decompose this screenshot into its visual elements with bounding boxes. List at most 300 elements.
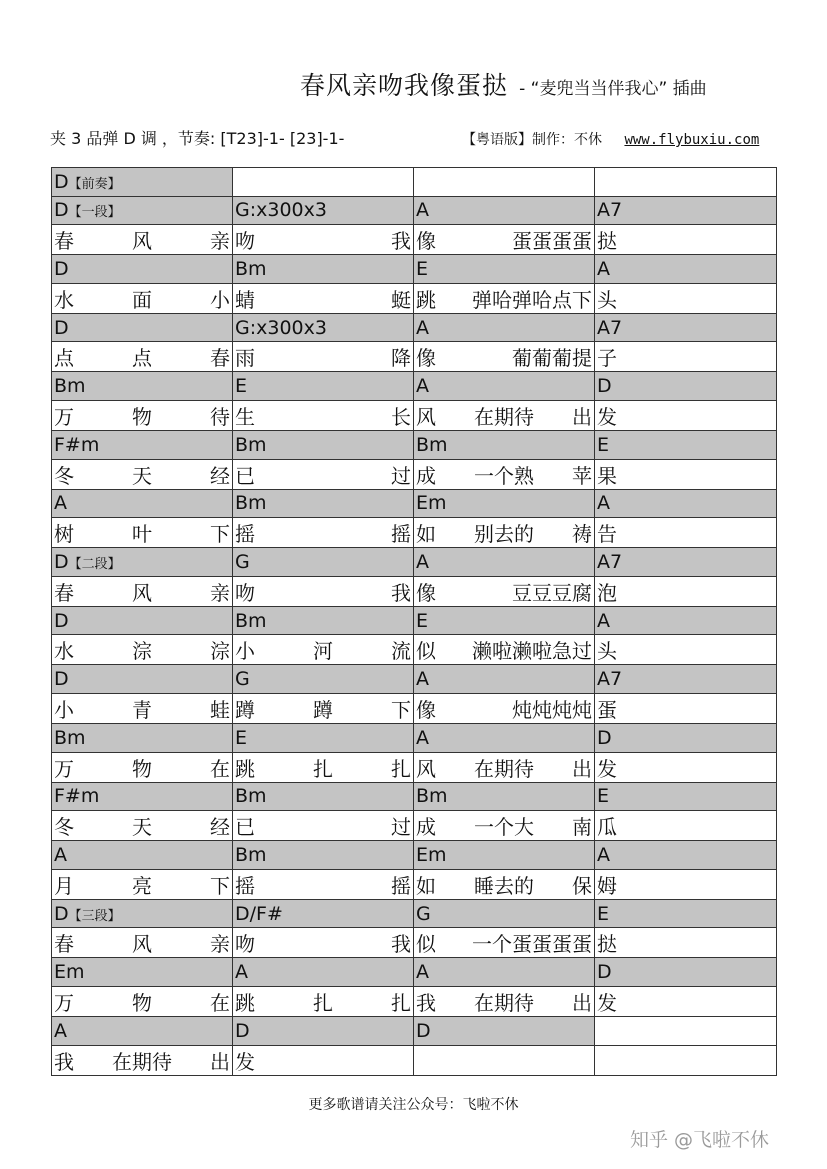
lyric-cell	[414, 518, 595, 548]
lyric-line	[235, 460, 413, 489]
chord-name: G:x300x3	[235, 199, 327, 222]
lyric-word: 春	[210, 346, 230, 371]
lyric-word: 姆	[597, 873, 617, 898]
lyric-word: 扎	[313, 756, 333, 781]
lyric-word: 我	[391, 229, 411, 254]
chord-name: E	[235, 726, 248, 749]
lyric-word: 炖炖炖炖	[512, 697, 592, 722]
lyric-word: 蹲	[313, 697, 333, 722]
lyric-line	[54, 342, 232, 371]
chord-cell	[595, 548, 777, 577]
lyric-word: 似	[416, 932, 436, 957]
lyric-word: 蹲	[235, 697, 255, 722]
lyric-word: 别去的	[474, 522, 534, 547]
chord-name: D	[597, 961, 612, 984]
chord-row	[52, 841, 777, 870]
chord-cell	[595, 430, 777, 459]
lyric-line	[597, 401, 776, 430]
lyric-cell	[233, 693, 414, 723]
chord-cell	[233, 1016, 414, 1045]
chord-cell	[595, 168, 777, 197]
lyric-line	[235, 987, 413, 1016]
chord-cell	[52, 196, 233, 225]
chord-name: A	[54, 843, 67, 866]
lyric-line	[235, 401, 413, 430]
chord-cell	[595, 372, 777, 401]
lyric-cell	[414, 811, 595, 841]
lyric-row	[52, 459, 777, 489]
credits	[462, 129, 759, 149]
chord-name: E	[416, 609, 429, 632]
lyric-cell	[595, 576, 777, 606]
lyric-line	[235, 518, 413, 547]
section-tag: 【三段】	[68, 908, 121, 924]
lyric-cell	[595, 986, 777, 1016]
lyric-word: 风	[416, 756, 436, 781]
chord-name: D	[54, 550, 69, 573]
lyric-cell	[414, 693, 595, 723]
chord-name: A	[597, 492, 610, 515]
lyric-word: 睡去的	[474, 873, 534, 898]
chord-name: E	[597, 902, 610, 925]
chord-name: Bm	[235, 785, 267, 808]
lyric-cell	[52, 225, 233, 255]
chord-cell	[233, 430, 414, 459]
lyric-line	[597, 635, 776, 664]
lyric-row	[52, 518, 777, 548]
lyric-line	[54, 811, 232, 840]
lyric-cell	[233, 283, 414, 313]
lyric-cell	[595, 400, 777, 430]
chord-row	[52, 606, 777, 635]
lyric-cell	[595, 869, 777, 899]
lyric-cell	[233, 225, 414, 255]
lyric-word: 摇	[235, 873, 255, 898]
chord-cell	[233, 606, 414, 635]
lyric-cell	[52, 400, 233, 430]
chord-name: Bm	[416, 785, 448, 808]
lyric-word: 挞	[597, 932, 617, 957]
lyric-cell	[52, 635, 233, 665]
chord-row	[52, 723, 777, 752]
chord-row	[52, 255, 777, 284]
lyric-cell	[414, 342, 595, 372]
lyric-cell	[595, 283, 777, 313]
capo-rhythm-info: 夹 3 品弹 D 调 ，节奏: [T23]-1- [23]-1-	[50, 129, 345, 148]
chord-name: A	[597, 257, 610, 280]
lyric-cell	[233, 576, 414, 606]
chord-row	[52, 548, 777, 577]
chord-row	[52, 665, 777, 694]
lyric-cell	[595, 342, 777, 372]
section-tag: 【一段】	[68, 205, 121, 221]
lyric-line	[416, 811, 594, 840]
chord-cell	[52, 255, 233, 284]
chord-cell	[233, 196, 414, 225]
lyric-cell	[414, 869, 595, 899]
lyric-word: 水	[54, 639, 74, 664]
lyric-word: 南	[572, 815, 592, 840]
lyric-row	[52, 225, 777, 255]
lyric-word: 淙	[210, 639, 230, 664]
chord-row	[52, 899, 777, 928]
lyric-word: 在期待	[112, 1049, 172, 1074]
lyric-row	[52, 693, 777, 723]
chord-name: A	[235, 961, 248, 984]
chord-cell	[233, 168, 414, 197]
lyric-line	[235, 1046, 413, 1075]
chord-name: A	[416, 726, 429, 749]
lyric-line	[54, 753, 232, 782]
lyric-cell	[233, 342, 414, 372]
chord-name: Em	[54, 961, 85, 984]
lyric-word: 物	[132, 756, 152, 781]
lyric-word: 面	[132, 287, 152, 312]
lyric-word: 我	[416, 990, 436, 1015]
lyric-row	[52, 342, 777, 372]
lyric-line	[416, 518, 594, 547]
lyric-word: 在期待	[474, 990, 534, 1015]
lyric-word: 瓜	[597, 815, 617, 840]
song-subtitle: - “麦兜当当伴我心” 插曲	[519, 79, 707, 99]
lyric-word: 水	[54, 287, 74, 312]
chord-name: Bm	[54, 726, 86, 749]
lyric-cell	[233, 518, 414, 548]
chord-name: D	[54, 316, 69, 339]
chord-row	[52, 958, 777, 987]
lyric-line	[235, 753, 413, 782]
lyric-line	[597, 518, 776, 547]
lyric-cell	[414, 752, 595, 782]
lyric-cell	[52, 576, 233, 606]
chord-cell	[414, 782, 595, 811]
chord-cell	[233, 899, 414, 928]
chord-name: Bm	[235, 433, 267, 456]
chord-cell	[414, 899, 595, 928]
chord-name: D/F#	[235, 902, 283, 925]
lyric-line	[416, 694, 594, 723]
lyric-line	[597, 928, 776, 957]
lyric-word: 像	[416, 580, 436, 605]
lyric-word: 风	[132, 932, 152, 957]
lyric-cell	[414, 635, 595, 665]
lyric-word: 春	[54, 580, 74, 605]
chord-name: D	[54, 668, 69, 691]
chord-name: A7	[597, 316, 623, 339]
lyric-word: 万	[54, 990, 74, 1015]
lyric-cell	[233, 986, 414, 1016]
chord-name: F#m	[54, 785, 100, 808]
lyric-word: 万	[54, 404, 74, 429]
lyric-word: 青	[132, 697, 152, 722]
lyric-cell	[414, 1045, 595, 1075]
chord-name: Bm	[54, 375, 86, 398]
chord-cell	[414, 1016, 595, 1045]
lyric-cell	[52, 928, 233, 958]
lyric-cell	[414, 400, 595, 430]
chord-row	[52, 313, 777, 342]
lyric-word: 濑啦濑啦急过	[472, 639, 592, 664]
lyric-word: 跳	[235, 756, 255, 781]
lyric-line	[416, 284, 594, 313]
chord-cell	[595, 723, 777, 752]
lyric-line	[235, 284, 413, 313]
lyric-cell	[595, 635, 777, 665]
lyric-word: 吻	[235, 229, 255, 254]
chord-row	[52, 372, 777, 401]
lyric-cell	[233, 400, 414, 430]
lyric-word: 叶	[132, 522, 152, 547]
lyric-word: 雨	[235, 346, 255, 371]
lyric-cell	[414, 576, 595, 606]
lyric-row	[52, 928, 777, 958]
lyric-word: 跳	[235, 990, 255, 1015]
lyric-word: 一个熟	[474, 463, 534, 488]
chord-name: A7	[597, 550, 623, 573]
lyric-line	[597, 342, 776, 371]
chord-name: D	[597, 726, 612, 749]
lyric-word: 出	[572, 990, 592, 1015]
lyric-word: 已	[235, 463, 255, 488]
chord-cell	[52, 723, 233, 752]
lyric-word: 树	[54, 522, 74, 547]
chord-name: Bm	[235, 492, 267, 515]
lyric-word: 长	[391, 404, 411, 429]
lyric-word: 扎	[391, 990, 411, 1015]
chord-cell	[414, 958, 595, 987]
lyric-word: 冬	[54, 815, 74, 840]
lyric-cell	[52, 518, 233, 548]
lyric-cell	[233, 635, 414, 665]
chord-cell	[414, 489, 595, 518]
chord-cell	[595, 1016, 777, 1045]
lyric-row	[52, 400, 777, 430]
lyric-cell	[414, 986, 595, 1016]
lyric-word: 摇	[391, 522, 411, 547]
chord-cell	[414, 255, 595, 284]
lyric-word: 我	[391, 580, 411, 605]
chord-cell	[595, 196, 777, 225]
lyric-row	[52, 986, 777, 1016]
lyric-cell	[595, 752, 777, 782]
lyric-word: 保	[572, 873, 592, 898]
lyric-line	[235, 694, 413, 723]
lyric-word: 告	[597, 522, 617, 547]
lyric-word: 下	[210, 873, 230, 898]
lyric-word: 蜻	[235, 287, 255, 312]
lyric-line	[597, 284, 776, 313]
chord-cell	[233, 548, 414, 577]
chord-name: E	[235, 375, 248, 398]
lyric-line	[416, 225, 594, 254]
lyric-line	[416, 753, 594, 782]
chord-cell	[595, 606, 777, 635]
lyric-word: 天	[132, 463, 152, 488]
lyric-row	[52, 576, 777, 606]
lyric-word: 摇	[391, 873, 411, 898]
lyric-word: 物	[132, 990, 152, 1015]
lyric-word: 经	[210, 815, 230, 840]
chord-name: G	[235, 668, 250, 691]
lyric-word: 一个蛋蛋蛋蛋	[472, 932, 592, 957]
lyric-line	[597, 987, 776, 1016]
lyric-word: 扎	[391, 756, 411, 781]
lyric-word: 挞	[597, 229, 617, 254]
chord-name: D	[54, 902, 69, 925]
lyric-line	[597, 225, 776, 254]
lyric-word: 亲	[210, 229, 230, 254]
chord-name: A	[416, 961, 429, 984]
lyric-word: 成	[416, 815, 436, 840]
chord-cell	[52, 548, 233, 577]
song-title-block	[300, 66, 707, 102]
lyric-word: 成	[416, 463, 436, 488]
lyric-line	[235, 870, 413, 899]
chord-cell	[233, 958, 414, 987]
lyric-cell	[52, 459, 233, 489]
lyric-word: 我	[391, 932, 411, 957]
lyric-word: 万	[54, 756, 74, 781]
lyric-cell	[52, 283, 233, 313]
lyric-line	[416, 401, 594, 430]
lyric-line	[235, 225, 413, 254]
lyric-word: 在	[210, 756, 230, 781]
lyric-line	[54, 284, 232, 313]
lyric-cell	[595, 928, 777, 958]
lyric-word: 蛋	[597, 697, 617, 722]
chord-cell	[233, 841, 414, 870]
lyric-word: 发	[597, 756, 617, 781]
chord-chart-table	[51, 167, 777, 1076]
chord-name: Bm	[416, 433, 448, 456]
chord-name: D	[54, 609, 69, 632]
lyric-word: 小	[54, 697, 74, 722]
chord-row	[52, 196, 777, 225]
version-credit: 【粤语版】制作：不休	[462, 132, 602, 148]
lyric-line	[54, 1046, 232, 1075]
lyric-word: 亲	[210, 932, 230, 957]
section-tag: 【二段】	[68, 556, 121, 572]
lyric-word: 果	[597, 463, 617, 488]
chord-name: A	[416, 375, 429, 398]
lyric-word: 苹	[572, 463, 592, 488]
chord-cell	[414, 723, 595, 752]
lyric-word: 我	[54, 1049, 74, 1074]
chord-name: A	[597, 609, 610, 632]
lyric-cell	[52, 693, 233, 723]
lyric-line	[597, 577, 776, 606]
chord-cell	[52, 168, 233, 197]
lyric-word: 出	[572, 404, 592, 429]
lyric-line	[54, 225, 232, 254]
lyric-word: 降	[391, 346, 411, 371]
chord-row	[52, 489, 777, 518]
chord-cell	[595, 841, 777, 870]
lyric-word: 亲	[210, 580, 230, 605]
lyric-line	[416, 987, 594, 1016]
lyric-line	[416, 928, 594, 957]
lyric-word: 摇	[235, 522, 255, 547]
chord-name: A	[416, 316, 429, 339]
lyric-word: 蛙	[210, 697, 230, 722]
chord-name: D	[597, 375, 612, 398]
lyric-line	[416, 342, 594, 371]
chord-name: E	[597, 785, 610, 808]
lyric-word: 风	[132, 580, 152, 605]
lyric-cell	[233, 811, 414, 841]
lyric-cell	[52, 811, 233, 841]
chord-cell	[52, 841, 233, 870]
lyric-cell	[233, 869, 414, 899]
chord-name: E	[416, 257, 429, 280]
chord-name: Bm	[235, 609, 267, 632]
chord-cell	[414, 606, 595, 635]
lyric-row	[52, 635, 777, 665]
lyric-word: 在期待	[474, 404, 534, 429]
lyric-word: 在	[210, 990, 230, 1015]
lyric-word: 小	[210, 287, 230, 312]
lyric-word: 蜓	[391, 287, 411, 312]
chord-cell	[595, 899, 777, 928]
chord-name: A	[54, 492, 67, 515]
lyric-word: 风	[416, 404, 436, 429]
lyric-cell	[52, 752, 233, 782]
lyric-line	[235, 342, 413, 371]
lyric-word: 小	[235, 639, 255, 664]
lyric-word: 河	[313, 639, 333, 664]
lyric-word: 豆豆豆腐	[512, 580, 592, 605]
lyric-line	[54, 928, 232, 957]
chord-cell	[414, 372, 595, 401]
lyric-word: 待	[210, 404, 230, 429]
chord-name: D	[416, 1019, 431, 1042]
chord-cell	[233, 313, 414, 342]
chord-cell	[233, 723, 414, 752]
lyric-line	[597, 870, 776, 899]
lyric-word: 生	[235, 404, 255, 429]
chord-row	[52, 782, 777, 811]
lyric-row	[52, 283, 777, 313]
lyric-line	[597, 694, 776, 723]
lyric-word: 泡	[597, 580, 617, 605]
lyric-word: 扎	[313, 990, 333, 1015]
lyric-line	[54, 577, 232, 606]
lyric-line	[597, 753, 776, 782]
chord-name: Em	[416, 843, 447, 866]
lyric-word: 过	[391, 815, 411, 840]
chord-cell	[233, 372, 414, 401]
lyric-line	[235, 577, 413, 606]
website-link[interactable]: www.flybuxiu.com	[624, 132, 760, 148]
watermark: 知乎 @飞啦不休	[630, 1129, 770, 1151]
lyric-word: 天	[132, 815, 152, 840]
lyric-line	[54, 870, 232, 899]
lyric-word: 吻	[235, 580, 255, 605]
lyric-word: 似	[416, 639, 436, 664]
lyric-word: 出	[572, 756, 592, 781]
chord-name: D	[54, 257, 69, 280]
lyric-cell	[52, 986, 233, 1016]
lyric-line	[54, 460, 232, 489]
lyric-word: 像	[416, 697, 436, 722]
lyric-word: 出	[210, 1049, 230, 1074]
lyric-word: 如	[416, 522, 436, 547]
chord-name: A	[54, 1019, 67, 1042]
lyric-word: 物	[132, 404, 152, 429]
lyric-cell	[595, 225, 777, 255]
footer-note: 更多歌谱请关注公众号：飞啦不休	[308, 1097, 519, 1113]
lyric-line	[54, 518, 232, 547]
